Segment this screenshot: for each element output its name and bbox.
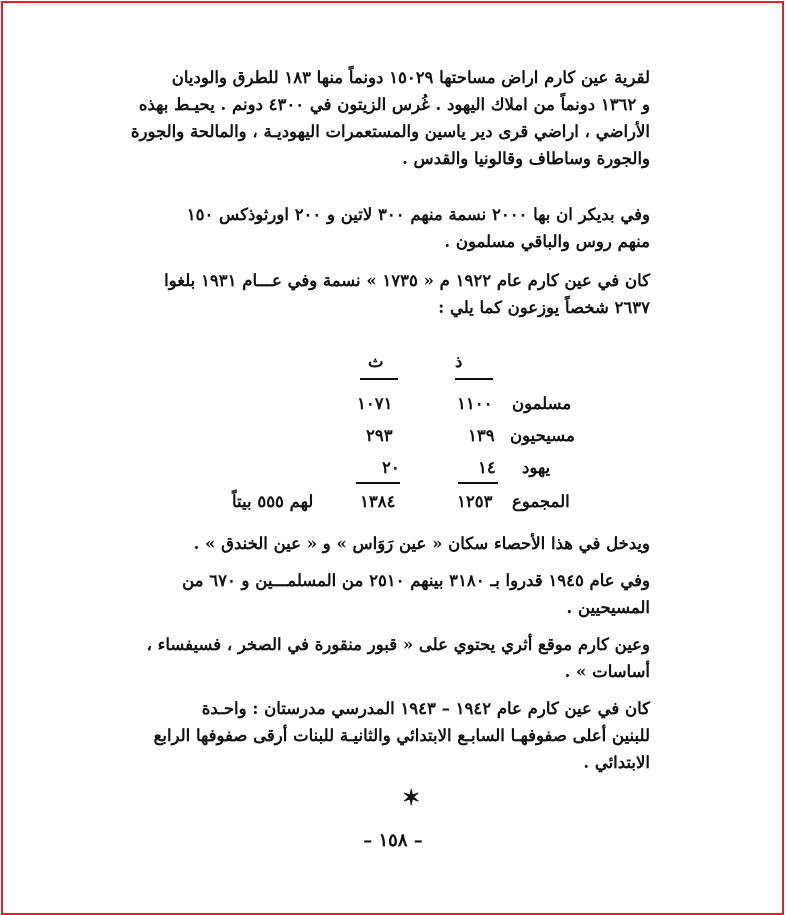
row-male: ١١٠٠ — [457, 394, 493, 413]
row-label: يهود — [522, 458, 551, 477]
text-line: والجورة وساطاف وقالونيا والقدس . — [402, 149, 650, 168]
total-label: المجموع — [512, 492, 570, 511]
header-rule-male — [455, 378, 493, 380]
text-line: للبنين أعلى صفوفهـا السابـع الابتدائي والثانيـة للبنات أرقى صفوفها الرابع — [153, 726, 650, 745]
row-female: ١٠٧١ — [357, 394, 393, 413]
text-line: المسيحيين . — [566, 598, 650, 617]
sum-rule-female — [356, 482, 400, 484]
paragraph-1945-estimate — [130, 567, 650, 621]
paragraph-archaeology — [130, 631, 650, 685]
paragraph-census-scope — [130, 530, 650, 557]
row-male: ١٤ — [478, 458, 496, 477]
page-number: – ١٥٨ – — [363, 830, 423, 851]
row-female: ٢٩٣ — [366, 426, 393, 445]
text-line: كان في عين كارم عام ١٩٢٢ م « ١٧٣٥ » نسمة وفي عـــام ١٩٣١ بلغوا — [164, 271, 650, 290]
paragraph-schools — [130, 695, 650, 776]
text-line: كان في عين كارم عام ١٩٤٢ – ١٩٤٣ المدرسي مدرستان : واحـدة — [201, 699, 650, 718]
row-female: ٢٠ — [382, 458, 400, 477]
text-line: وعين كارم موقع أثري يحتوي على « قبور منقورة في الصخر ، فسيفساء ، — [146, 635, 650, 654]
row-label: مسلمون — [512, 394, 572, 413]
header-rule-female — [360, 378, 398, 380]
text-line: ويدخل في هذا الأحصاء سكان « عين رَوَاس » و « عين الخندق » . — [193, 534, 650, 553]
paragraph-population — [130, 267, 650, 321]
header-female: ث — [368, 352, 384, 371]
total-houses-note: لهم ٥٥٥ بيتاً — [232, 492, 314, 511]
text-line: الأراضي ، اراضي قرى دير ياسين والمستعمرات اليهوديـة ، والمالحة والجورة — [130, 122, 650, 141]
sum-rule-male — [458, 482, 498, 484]
row-male: ١٣٩ — [468, 426, 495, 445]
text-line: وفي بديكر ان بها ٢٠٠٠ نسمة منهم ٣٠٠ لاتين و ٢٠٠ اورثوذكس ١٥٠ — [186, 205, 650, 224]
text-line: ٢٦٣٧ شخصاً يوزعون كما يلي : — [438, 298, 650, 317]
text-line: لقرية عين كارم اراض مساحتها ١٥٠٢٩ دونماً منها ١٨٣ للطرق والوديان — [171, 68, 650, 87]
text-line: وفي عام ١٩٤٥ قدروا بـ ٣١٨٠ بينهم ٢٥١٠ من المسلمـــين و ٦٧٠ من — [182, 571, 650, 590]
text-line: و ١٣٦٢ دونماً من املاك اليهود . غُرس الزيتون في ٤٣٠٠ دونم . يحيـط بهذه — [138, 95, 650, 114]
row-label: مسيحيون — [510, 426, 575, 445]
header-male: ذ — [455, 352, 463, 371]
text-line: منهم روس والباقي مسلمون . — [444, 232, 650, 251]
paragraph-baedeker — [130, 201, 650, 255]
paragraph-land-area — [130, 64, 650, 172]
text-line: أساسات » . — [564, 662, 650, 681]
total-male: ١٢٥٣ — [457, 492, 493, 511]
star-ornament-icon: ✶ — [402, 785, 421, 811]
total-female: ١٣٨٤ — [360, 492, 396, 511]
text-line: الابتدائي . — [583, 753, 650, 772]
